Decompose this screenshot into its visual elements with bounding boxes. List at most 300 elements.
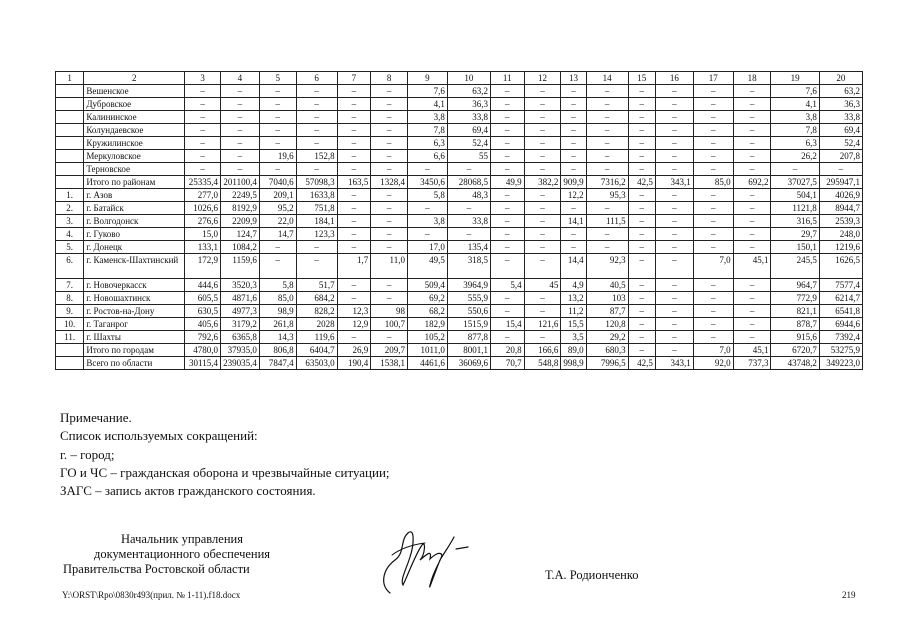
column-header: 19 xyxy=(771,72,819,85)
table-cell: 3964,9 xyxy=(447,279,490,292)
table-cell: – xyxy=(586,111,628,124)
table-cell: – xyxy=(371,137,408,150)
table-cell: 7577,4 xyxy=(819,279,862,292)
table-cell: – xyxy=(733,228,771,241)
table-cell: – xyxy=(296,254,337,279)
table-cell: 405,6 xyxy=(185,318,221,331)
row-label: Меркуловское xyxy=(84,150,185,163)
table-row xyxy=(56,202,863,215)
table-cell: 1,7 xyxy=(337,254,371,279)
table-cell: 45 xyxy=(524,279,561,292)
table-cell: – xyxy=(628,137,655,150)
table-cell: 4461,6 xyxy=(407,357,447,370)
row-label: г. Волгодонск xyxy=(84,215,185,228)
table-header-row xyxy=(56,72,863,85)
table-cell: – xyxy=(561,85,586,98)
table-cell: – xyxy=(185,111,221,124)
table-cell: – xyxy=(628,318,655,331)
notes-title: Примечание. xyxy=(60,410,132,425)
table-cell: 53275,9 xyxy=(819,344,862,357)
table-cell: – xyxy=(490,202,524,215)
table-cell: – xyxy=(693,163,733,176)
table-cell: – xyxy=(371,85,408,98)
table-cell: – xyxy=(693,137,733,150)
table-cell: – xyxy=(655,124,693,137)
row-number xyxy=(56,163,84,176)
table-cell: – xyxy=(586,202,628,215)
table-cell: 7847,4 xyxy=(259,357,296,370)
row-label: Кружилинское xyxy=(84,137,185,150)
table-cell: – xyxy=(220,111,259,124)
table-cell: – xyxy=(524,98,561,111)
table-cell: 166,6 xyxy=(524,344,561,357)
table-cell: 63503,0 xyxy=(296,357,337,370)
row-label: Колундаевское xyxy=(84,124,185,137)
table-cell: 85,0 xyxy=(259,292,296,305)
table-cell: – xyxy=(259,111,296,124)
table-cell: – xyxy=(490,163,524,176)
row-label: г. Ростов-на-Дону xyxy=(84,305,185,318)
table-row xyxy=(56,344,863,357)
table-cell: 45,1 xyxy=(733,344,771,357)
table-cell: 684,2 xyxy=(296,292,337,305)
column-header: 1 xyxy=(56,72,84,85)
table-cell: – xyxy=(337,241,371,254)
table-cell: 95,2 xyxy=(259,202,296,215)
table-cell: – xyxy=(561,241,586,254)
table-cell: – xyxy=(628,228,655,241)
table-cell: – xyxy=(259,98,296,111)
table-cell: 6404,7 xyxy=(296,344,337,357)
table-cell: – xyxy=(733,189,771,202)
table-cell: 51,7 xyxy=(296,279,337,292)
table-cell: – xyxy=(733,279,771,292)
table-cell: – xyxy=(655,292,693,305)
table-cell: – xyxy=(524,331,561,344)
table-cell: – xyxy=(733,202,771,215)
table-cell: – xyxy=(490,85,524,98)
table-row xyxy=(56,176,863,189)
row-number: 4. xyxy=(56,228,84,241)
table-cell: – xyxy=(733,318,771,331)
table-cell: – xyxy=(693,124,733,137)
column-header: 11 xyxy=(490,72,524,85)
table-cell: – xyxy=(296,137,337,150)
table-cell: 14,7 xyxy=(259,228,296,241)
table-cell: – xyxy=(259,85,296,98)
table-row xyxy=(56,254,863,279)
column-header: 2 xyxy=(84,72,185,85)
table-cell: – xyxy=(693,111,733,124)
table-cell: – xyxy=(296,124,337,137)
table-cell: 8192,9 xyxy=(220,202,259,215)
table-cell: 1626,5 xyxy=(819,254,862,279)
column-header: 5 xyxy=(259,72,296,85)
table-cell: – xyxy=(524,305,561,318)
table-cell: 998,9 xyxy=(561,357,586,370)
table-cell: 22,0 xyxy=(259,215,296,228)
table-row xyxy=(56,241,863,254)
table-cell: – xyxy=(337,292,371,305)
table-cell: – xyxy=(490,254,524,279)
table-cell: – xyxy=(628,150,655,163)
column-header: 16 xyxy=(655,72,693,85)
column-header: 7 xyxy=(337,72,371,85)
table-cell: – xyxy=(447,228,490,241)
table-cell: – xyxy=(628,163,655,176)
table-row xyxy=(56,124,863,137)
table-row xyxy=(56,318,863,331)
table-cell: – xyxy=(655,344,693,357)
table-body xyxy=(56,85,863,370)
table-cell: – xyxy=(628,111,655,124)
table-cell: 29,7 xyxy=(771,228,819,241)
table-cell: 190,4 xyxy=(337,357,371,370)
table-cell: – xyxy=(561,137,586,150)
table-cell: 1026,6 xyxy=(185,202,221,215)
table-cell: – xyxy=(407,202,447,215)
table-cell: 89,0 xyxy=(561,344,586,357)
table-cell: 123,3 xyxy=(296,228,337,241)
table-cell: 120,8 xyxy=(586,318,628,331)
table-cell: – xyxy=(296,98,337,111)
table-cell: 7,8 xyxy=(771,124,819,137)
table-cell: – xyxy=(693,215,733,228)
table-cell: 7,8 xyxy=(407,124,447,137)
table-cell: 92,0 xyxy=(693,357,733,370)
row-label: г. Новошахтинск xyxy=(84,292,185,305)
table-cell: – xyxy=(259,124,296,137)
table-cell: 4026,9 xyxy=(819,189,862,202)
table-cell: – xyxy=(586,137,628,150)
table-cell: – xyxy=(693,202,733,215)
column-header: 20 xyxy=(819,72,862,85)
table-cell: – xyxy=(628,241,655,254)
table-cell: 12,2 xyxy=(561,189,586,202)
table-cell: – xyxy=(407,228,447,241)
table-cell: 382,2 xyxy=(524,176,561,189)
table-cell: 30115,4 xyxy=(185,357,221,370)
table-cell: – xyxy=(371,215,408,228)
table-cell: – xyxy=(220,124,259,137)
table-cell: – xyxy=(337,111,371,124)
table-cell: 6214,7 xyxy=(819,292,862,305)
column-header: 14 xyxy=(586,72,628,85)
table-cell: 964,7 xyxy=(771,279,819,292)
table-cell: 209,1 xyxy=(259,189,296,202)
row-number: 2. xyxy=(56,202,84,215)
table-cell: 14,4 xyxy=(561,254,586,279)
table-cell: – xyxy=(819,163,862,176)
table-cell: 26,9 xyxy=(337,344,371,357)
table-cell: – xyxy=(655,163,693,176)
table-cell: 105,2 xyxy=(407,331,447,344)
table-cell: – xyxy=(371,279,408,292)
row-number xyxy=(56,111,84,124)
row-label: г. Азов xyxy=(84,189,185,202)
table-row xyxy=(56,163,863,176)
table-cell: – xyxy=(655,228,693,241)
table-cell: – xyxy=(524,292,561,305)
table-cell: 69,4 xyxy=(447,124,490,137)
table-cell: – xyxy=(490,111,524,124)
table-cell: 124,7 xyxy=(220,228,259,241)
table-cell: 98 xyxy=(371,305,408,318)
table-cell: 630,5 xyxy=(185,305,221,318)
table-cell: 33,8 xyxy=(819,111,862,124)
table-cell: – xyxy=(733,331,771,344)
table-cell: – xyxy=(693,189,733,202)
table-cell: – xyxy=(586,98,628,111)
table-cell: – xyxy=(655,305,693,318)
table-cell: – xyxy=(586,124,628,137)
table-cell: 4,9 xyxy=(561,279,586,292)
notes-item: ЗАГС – запись актов гражданского состояния. xyxy=(60,483,316,499)
table-cell: – xyxy=(771,163,819,176)
table-cell: 6365,8 xyxy=(220,331,259,344)
table-cell: 49,5 xyxy=(407,254,447,279)
column-header: 12 xyxy=(524,72,561,85)
notes-item: г. – город; xyxy=(60,446,115,462)
table-cell: – xyxy=(586,228,628,241)
table-cell: 239035,4 xyxy=(220,357,259,370)
table-cell: 6,6 xyxy=(407,150,447,163)
table-cell: – xyxy=(371,241,408,254)
table-cell: 63,2 xyxy=(819,85,862,98)
table-row xyxy=(56,331,863,344)
table-cell: – xyxy=(371,292,408,305)
table-cell: 605,5 xyxy=(185,292,221,305)
table-cell: – xyxy=(220,163,259,176)
table-cell: 8001,1 xyxy=(447,344,490,357)
table-cell: 509,4 xyxy=(407,279,447,292)
signatory-line: Начальник управления xyxy=(121,532,243,546)
table-cell: 7392,4 xyxy=(819,331,862,344)
row-label: г. Таганрог xyxy=(84,318,185,331)
table-cell: 343,1 xyxy=(655,176,693,189)
table-cell: 4780,0 xyxy=(185,344,221,357)
table-cell: 821,1 xyxy=(771,305,819,318)
table-cell: 909,9 xyxy=(561,176,586,189)
table-cell: 172,9 xyxy=(185,254,221,279)
table-cell: – xyxy=(561,98,586,111)
row-number xyxy=(56,176,84,189)
table-cell: 792,6 xyxy=(185,331,221,344)
table-cell: 548,8 xyxy=(524,357,561,370)
table-cell: – xyxy=(524,137,561,150)
table-cell: 92,3 xyxy=(586,254,628,279)
table-cell: – xyxy=(628,215,655,228)
table-cell: – xyxy=(628,85,655,98)
table-cell: – xyxy=(337,150,371,163)
table-cell: – xyxy=(337,137,371,150)
table-cell: – xyxy=(490,98,524,111)
notes-block xyxy=(60,409,390,500)
table-cell: 2249,5 xyxy=(220,189,259,202)
table-row xyxy=(56,150,863,163)
table-cell: – xyxy=(259,254,296,279)
table-cell: 261,8 xyxy=(259,318,296,331)
table-cell: – xyxy=(693,241,733,254)
table-cell: – xyxy=(561,202,586,215)
table-cell: 878,7 xyxy=(771,318,819,331)
table-cell: – xyxy=(733,305,771,318)
table-cell: – xyxy=(655,150,693,163)
table-cell: 3,5 xyxy=(561,331,586,344)
table-cell: 737,3 xyxy=(733,357,771,370)
table-cell: 69,2 xyxy=(407,292,447,305)
table-cell: 121,6 xyxy=(524,318,561,331)
table-cell: – xyxy=(371,150,408,163)
table-cell: 248,0 xyxy=(819,228,862,241)
table-cell: 36069,6 xyxy=(447,357,490,370)
table-cell: – xyxy=(561,150,586,163)
table-cell: – xyxy=(185,85,221,98)
row-number: 11. xyxy=(56,331,84,344)
table-cell: 87,7 xyxy=(586,305,628,318)
table-cell: – xyxy=(655,241,693,254)
table-cell: 3,8 xyxy=(407,111,447,124)
table-row xyxy=(56,189,863,202)
table-cell: 3179,2 xyxy=(220,318,259,331)
table-cell: – xyxy=(655,137,693,150)
table-cell: 2539,3 xyxy=(819,215,862,228)
table-cell: – xyxy=(693,331,733,344)
table-row xyxy=(56,305,863,318)
table-cell: 68,2 xyxy=(407,305,447,318)
table-cell: 1538,1 xyxy=(371,357,408,370)
table-cell: 17,0 xyxy=(407,241,447,254)
table-cell: – xyxy=(561,163,586,176)
row-number: 6. xyxy=(56,254,84,279)
table-cell: – xyxy=(733,215,771,228)
table-cell: – xyxy=(586,163,628,176)
table-cell: – xyxy=(586,150,628,163)
table-cell: – xyxy=(693,228,733,241)
table-cell: – xyxy=(524,254,561,279)
table-cell: – xyxy=(586,241,628,254)
signatory-line: документационного обеспечения xyxy=(93,547,271,561)
table-cell: – xyxy=(693,85,733,98)
table-cell: – xyxy=(337,215,371,228)
table-cell: – xyxy=(628,292,655,305)
table-cell: – xyxy=(655,189,693,202)
table-cell: 7996,5 xyxy=(586,357,628,370)
table-cell: 20,8 xyxy=(490,344,524,357)
table-row xyxy=(56,357,863,370)
table-cell: 37027,5 xyxy=(771,176,819,189)
table-cell: 52,4 xyxy=(819,137,862,150)
row-number xyxy=(56,357,84,370)
table-cell: – xyxy=(259,137,296,150)
table-cell: 276,6 xyxy=(185,215,221,228)
table-cell: – xyxy=(561,228,586,241)
row-label: Дубровское xyxy=(84,98,185,111)
table-cell: 277,0 xyxy=(185,189,221,202)
table-cell: 6720,7 xyxy=(771,344,819,357)
table-cell: – xyxy=(733,85,771,98)
row-label: Калининское xyxy=(84,111,185,124)
table-cell: – xyxy=(490,137,524,150)
table-cell: – xyxy=(561,124,586,137)
table-cell: – xyxy=(490,331,524,344)
table-cell: – xyxy=(655,331,693,344)
table-cell: 201100,4 xyxy=(220,176,259,189)
table-cell: 7316,2 xyxy=(586,176,628,189)
table-cell: – xyxy=(655,279,693,292)
table-cell: 318,5 xyxy=(447,254,490,279)
table-cell: 29,2 xyxy=(586,331,628,344)
table-cell: 2209,9 xyxy=(220,215,259,228)
table-row xyxy=(56,85,863,98)
table-cell: 4,1 xyxy=(771,98,819,111)
table-cell: 36,3 xyxy=(447,98,490,111)
table-cell: 42,5 xyxy=(628,176,655,189)
table-cell: 37935,0 xyxy=(220,344,259,357)
table-cell: 95,3 xyxy=(586,189,628,202)
table-cell: 5,8 xyxy=(259,279,296,292)
table-cell: 45,1 xyxy=(733,254,771,279)
row-label: Терновское xyxy=(84,163,185,176)
column-header: 10 xyxy=(447,72,490,85)
table-cell: 42,5 xyxy=(628,357,655,370)
table-cell: – xyxy=(371,98,408,111)
table-cell: 680,3 xyxy=(586,344,628,357)
row-number xyxy=(56,344,84,357)
table-cell: – xyxy=(371,163,408,176)
table-cell: 6,3 xyxy=(407,137,447,150)
table-cell: – xyxy=(628,189,655,202)
row-number xyxy=(56,150,84,163)
table-cell: – xyxy=(337,85,371,98)
table-cell: 163,5 xyxy=(337,176,371,189)
table-cell: 11,0 xyxy=(371,254,408,279)
table-cell: 444,6 xyxy=(185,279,221,292)
table-cell: 119,6 xyxy=(296,331,337,344)
table-cell: – xyxy=(628,344,655,357)
table-cell: – xyxy=(490,150,524,163)
table-cell: 3520,3 xyxy=(220,279,259,292)
table-cell: – xyxy=(693,292,733,305)
table-cell: – xyxy=(524,124,561,137)
notes-intro: Список используемых сокращений: xyxy=(60,428,258,444)
column-header: 18 xyxy=(733,72,771,85)
table-cell: – xyxy=(220,150,259,163)
table-cell: – xyxy=(655,202,693,215)
table-cell: 12,9 xyxy=(337,318,371,331)
table-cell: – xyxy=(655,111,693,124)
table-cell: 184,1 xyxy=(296,215,337,228)
table-cell: 12,3 xyxy=(337,305,371,318)
table-cell: 4,1 xyxy=(407,98,447,111)
table-cell: 57098,3 xyxy=(296,176,337,189)
table-cell: 877,8 xyxy=(447,331,490,344)
row-number: 5. xyxy=(56,241,84,254)
table-cell: – xyxy=(693,305,733,318)
table-cell: – xyxy=(407,163,447,176)
table-cell: – xyxy=(490,228,524,241)
table-cell: 1633,8 xyxy=(296,189,337,202)
table-cell: – xyxy=(337,98,371,111)
table-cell: – xyxy=(185,98,221,111)
table-cell: – xyxy=(628,202,655,215)
row-number xyxy=(56,85,84,98)
table-cell: – xyxy=(628,124,655,137)
table-cell: 13,2 xyxy=(561,292,586,305)
table-cell: 6,3 xyxy=(771,137,819,150)
table-cell: 295947,1 xyxy=(819,176,862,189)
table-cell: 828,2 xyxy=(296,305,337,318)
